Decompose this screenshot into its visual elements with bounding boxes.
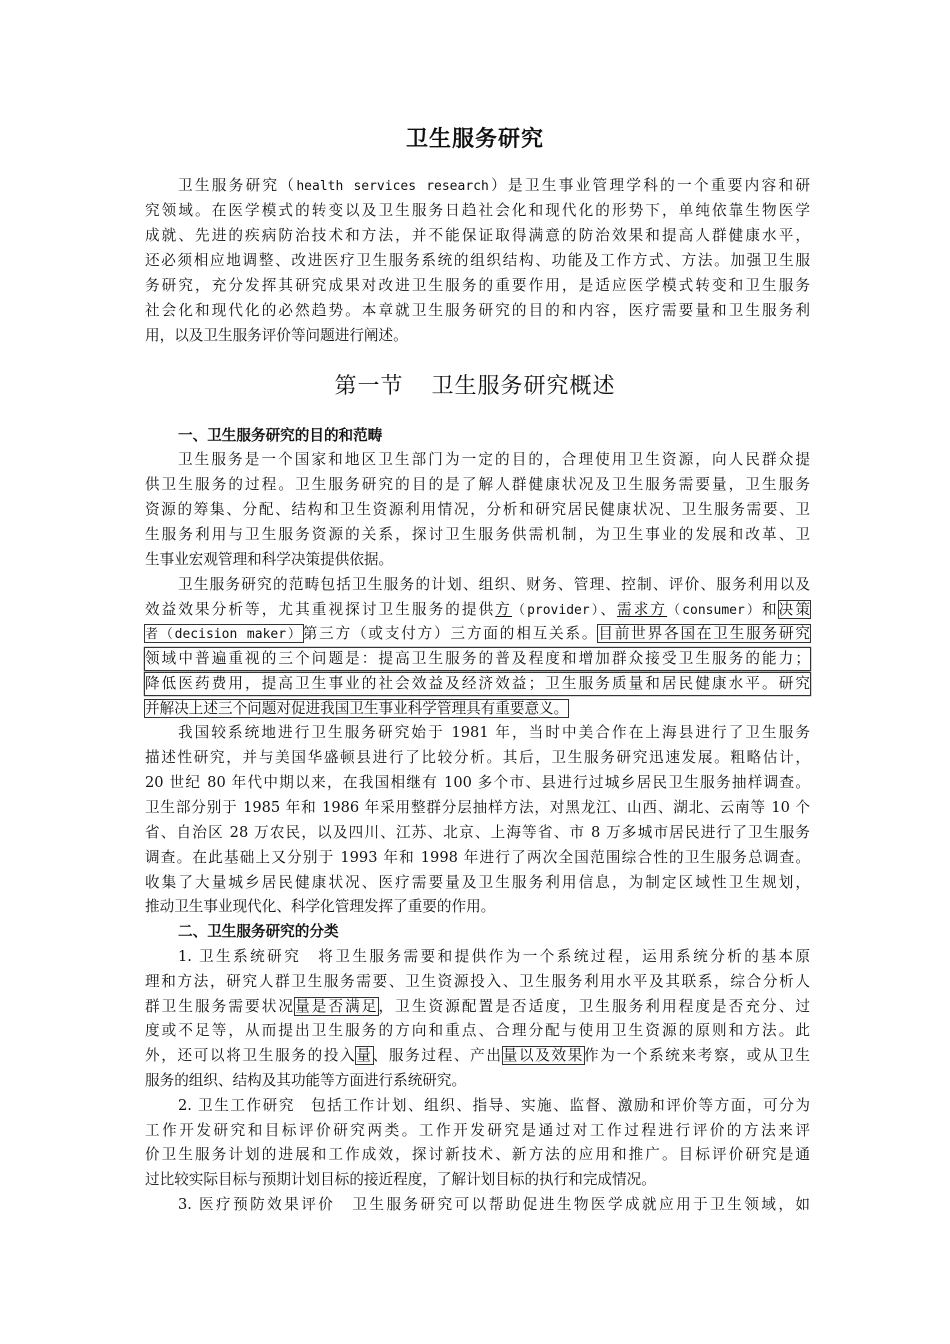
- body-line: [145, 623, 810, 645]
- text: 外，还可以将卫生服务的投入: [145, 1047, 357, 1064]
- english-term: 者（decision maker）: [145, 627, 303, 642]
- body-line: 描述性研究，并与美国华盛顿县进行了比较分析。其后，卫生服务研究迅速发展。粗略估计，: [145, 749, 810, 766]
- boxed-highlight: 目前世界各国在卫生服务研究: [598, 625, 810, 642]
- body-line: 20 世纪 80 年代中期以来，在我国相继有 100 多个市、县进行过城乡居民卫生服务抽样调查。: [145, 774, 810, 791]
- text: 卫生服务研究（: [178, 177, 297, 194]
- text: 、服务过程、产出: [372, 1047, 503, 1064]
- body-line: 供卫生服务的过程。卫生服务研究的目的是了解人群健康状况及卫生服务需要量，卫生服务: [145, 476, 810, 493]
- body-line: [145, 673, 810, 695]
- intro-line: 务研究，充分发挥其研究成果对改进卫生服务的重要作用，是适应医学模式转变和卫生服务: [145, 277, 810, 294]
- body-line: 价卫生服务计划的进展和工作成效，探讨新技术、新方法的应用和推广。目标评价研究是通: [145, 1146, 810, 1163]
- english-term: health services research: [296, 179, 489, 194]
- english-term: （consumer）: [667, 603, 762, 618]
- body-line: 生服务利用与卫生服务资源的关系，探讨卫生服务供需机制，为卫生事业的发展和改革、卫: [145, 526, 810, 543]
- body-line: 理和方法，研究人群卫生服务需要、卫生资源投入、卫生服务利用水平及其联系，综合分析人: [145, 973, 810, 990]
- text: 效益效果分析等，尤其重视探讨卫生服务的提供: [145, 601, 496, 618]
- body-line: 收集了大量城乡居民健康状况、医疗需要量及卫生服务利用信息，为制定区域性卫生规划，: [145, 874, 810, 891]
- section-heading-text: 卫生服务研究概述: [431, 374, 616, 399]
- body-line: 推动卫生事业现代化、科学化管理发挥了重要的作用。: [145, 898, 496, 915]
- underlined-term: 需求方: [617, 601, 668, 618]
- intro-line: 成就、先进的疾病防治技术和方法，并不能保证取得满意的防治效果和提高人群健康水平，: [145, 227, 810, 244]
- text: 第三方（或支付方）三方面的相互关系。: [302, 625, 599, 642]
- section-title: [0, 369, 950, 400]
- intro-line: [145, 175, 810, 197]
- subsection-heading: 二、卫生服务研究的分类: [178, 923, 339, 940]
- english-term: （provider）: [511, 603, 601, 618]
- boxed-highlight: [145, 625, 303, 642]
- body-line: [145, 599, 810, 621]
- body-line: 调查。在此基础上又分别于 1993 年和 1998 年进行了两次全国范围综合性的卫生服务总调查。: [145, 849, 810, 866]
- intro-line: 究领域。在医学模式的转变以及卫生服务日趋社会化和现代化的形势下，单纯依靠生物医学: [145, 202, 810, 219]
- text: ，卫生资源配置是否适度，卫生服务利用程度是否充分、过: [378, 998, 810, 1015]
- body-line: 卫生服务研究的范畴包括卫生服务的计划、组织、财务、管理、控制、评价、服务利用以及: [178, 576, 810, 593]
- section-number: 第一节: [334, 374, 404, 399]
- intro-line: 用，以及卫生服务评价等问题进行阐述。: [145, 327, 408, 344]
- body-line: [145, 648, 810, 670]
- body-line: [145, 1045, 810, 1067]
- body-line: 我国较系统地进行卫生服务研究始于 1981 年，当时中美合作在上海县进行了卫生服务: [178, 724, 810, 741]
- body-line: [145, 698, 810, 720]
- text: 作为一个系统来考察，或从卫生: [584, 1047, 810, 1064]
- body-line: [145, 996, 810, 1018]
- boxed-highlight: 决策: [778, 601, 810, 618]
- body-line: 卫生部分别于 1985 年和 1986 年采用整群分层抽样方法，对黑龙江、山西、湖北、云南等 10 个: [145, 799, 810, 816]
- intro-line: 社会化和现代化的必然趋势。本章就卫生服务研究的目的和内容，医疗需要量和卫生服务利: [145, 302, 810, 319]
- text: ）是卫生事业管理学科的一个重要内容和研: [488, 177, 810, 194]
- boxed-highlight: 量以及效果: [502, 1047, 584, 1064]
- body-line: 卫生服务是一个国家和地区卫生部门为一定的目的，合理使用卫生资源，向人民群众提: [178, 451, 810, 468]
- boxed-highlight: 量是否满足: [295, 998, 379, 1015]
- body-line: 过比较实际目标与预期计划目标的接近程度，了解计划目标的执行和完成情况。: [145, 1171, 656, 1188]
- subsection-heading: 一、卫生服务研究的目的和范畴: [178, 427, 383, 444]
- underlined-term: 方: [495, 601, 512, 618]
- document-title: 卫生服务研究: [405, 127, 544, 152]
- body-line: 服务的组织、结构及其功能等方面进行系统研究。: [145, 1072, 467, 1089]
- boxed-highlight: 量: [356, 1047, 373, 1064]
- body-line: 1. 卫生系统研究 将卫生服务需要和提供作为一个系统过程，运用系统分析的基本原: [178, 948, 810, 965]
- text: 、: [600, 601, 618, 618]
- boxed-highlight: 领域中普遍重视的三个问题是：提高卫生服务的普及程度和增加群众接受卫生服务的能力；: [145, 648, 810, 670]
- body-line: 省、自治区 28 万农民，以及四川、江苏、北京、上海等省、市 8 万多城市居民进行了卫生服务: [145, 824, 810, 841]
- text: 和: [761, 601, 779, 618]
- intro-line: 还必须相应地调整、改进医疗卫生服务系统的组织结构、功能及工作方式、方法。加强卫生服: [145, 252, 810, 269]
- body-line: 2. 卫生工作研究 包括工作计划、组织、指导、实施、监督、激励和评价等方面，可分为: [178, 1097, 810, 1114]
- boxed-highlight: 并解决上述三个问题对促进我国卫生事业科学管理具有重要意义。: [145, 700, 569, 717]
- boxed-highlight: 降低医药费用，提高卫生事业的社会效益及经济效益；卫生服务质量和居民健康水平。研究: [145, 673, 810, 695]
- body-line: 3. 医疗预防效果评价 卫生服务研究可以帮助促进生物医学成就应用于卫生领域，如: [178, 1196, 810, 1213]
- body-line: 度或不足等，从而提出卫生服务的方向和重点、合理分配与使用卫生资源的原则和方法。此: [145, 1022, 810, 1039]
- body-line: 生事业宏观管理和科学决策提供依据。: [145, 551, 394, 568]
- body-line: 资源的筹集、分配、结构和卫生资源利用情况，分析和研究居民健康状况、卫生服务需要、卫: [145, 501, 810, 518]
- text: 群卫生服务需要状况: [145, 998, 296, 1015]
- body-line: 工作开发研究和目标评价研究两类。工作开发研究是通过对工作过程进行评价的方法来评: [145, 1122, 810, 1139]
